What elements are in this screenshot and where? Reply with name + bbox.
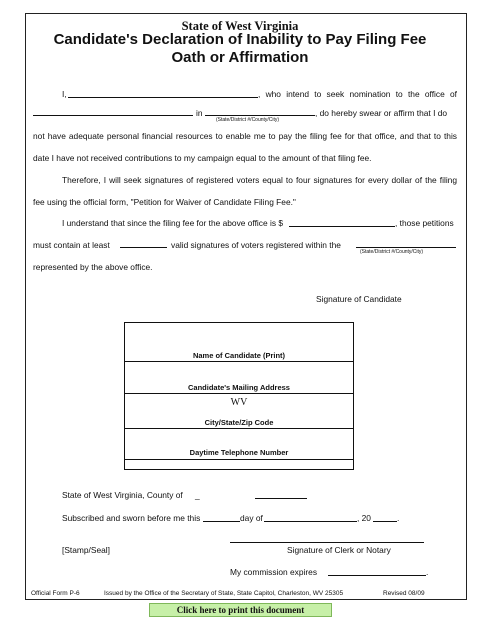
box-divider [125,459,353,460]
filing-fee-blank[interactable] [289,226,395,227]
state-value: WV [230,397,248,408]
signature-count-blank[interactable] [120,247,167,248]
p2-line1: Therefore, I will seek signatures of registered voters equal to four signatures for every dollar of the filing [62,175,457,185]
commission-blank[interactable] [328,575,426,576]
office-blank[interactable] [33,115,193,116]
print-button[interactable]: Click here to print this document [149,603,332,617]
p1-line1-prefix: I, [62,89,67,99]
commission-period: . [426,567,429,577]
box-divider [125,361,353,362]
clerk-signature-label: Signature of Clerk or Notary [287,545,391,555]
box-divider [125,428,353,429]
district-blank-2[interactable] [356,247,456,248]
issued-by: Issued by the Office of the Secretary of State, State Capitol, Charleston, WV 25305 [104,590,344,597]
signature-label: Signature of Candidate [316,294,402,304]
p3-line2-middle: valid signatures of voters registered within the [171,240,341,250]
subscribed-prefix: Subscribed and sworn before me this [62,513,201,523]
candidate-name-blank[interactable] [68,97,258,98]
city-label: City/State/Zip Code [204,418,274,427]
county-prefix: State of West Virginia, County of [62,490,183,500]
p1-line4: date I have not received contributions to my campaign equal to the amount of that filing fee. [33,153,372,163]
district-hint-2: (State/District #/County/City) [360,249,424,255]
day-blank[interactable] [203,521,240,522]
month-blank[interactable] [264,521,357,522]
p1-line2-suffix: , do hereby swear or affirm that I do [315,108,448,118]
p1-line3: not have adequate personal financial resources to enable me to pay the filing fee for that office, and that to this [33,131,457,141]
year-blank[interactable] [373,521,397,522]
phone-label: Daytime Telephone Number [189,448,289,457]
clerk-signature-line[interactable] [230,542,424,543]
form-subtitle: Oath or Affirmation [171,49,309,66]
p3-line1-prefix: I understand that since the filing fee for the above office is $ [62,218,283,228]
year-period: . [397,513,400,523]
p3-line2-prefix: must contain at least [33,240,110,250]
candidate-info-box [124,322,354,470]
district-hint-1: (State/District #/County/City) [216,117,280,123]
commission-label: My commission expires [230,567,318,577]
form-title: Candidate's Declaration of Inability to Pay Filing Fee [53,31,427,48]
p3-line3: represented by the above office. [33,262,153,272]
county-blank[interactable] [255,498,307,499]
p2-line2: fee using the official form, "Petition for Waiver of Candidate Filing Fee." [33,197,296,207]
revised-date: Revised 08/09 [383,590,425,597]
p3-line1-suffix: , those petitions [395,218,454,228]
form-id: Official Form P-6 [31,590,80,597]
year-prefix: , 20 [357,513,371,523]
state-heading: State of West Virginia [181,19,299,33]
box-divider [125,393,353,394]
p1-line2-in: in [196,108,203,118]
county-underscore: _ [195,490,200,500]
stamp-seal-label: [Stamp/Seal] [62,545,110,555]
address-label: Candidate's Mailing Address [188,383,290,392]
name-label: Name of Candidate (Print) [192,351,286,360]
day-of-label: day of [240,513,263,523]
p1-line1-suffix: , who intend to seek nomination to the office of [258,89,457,99]
district-blank-1[interactable] [205,115,315,116]
form-border [25,13,467,600]
